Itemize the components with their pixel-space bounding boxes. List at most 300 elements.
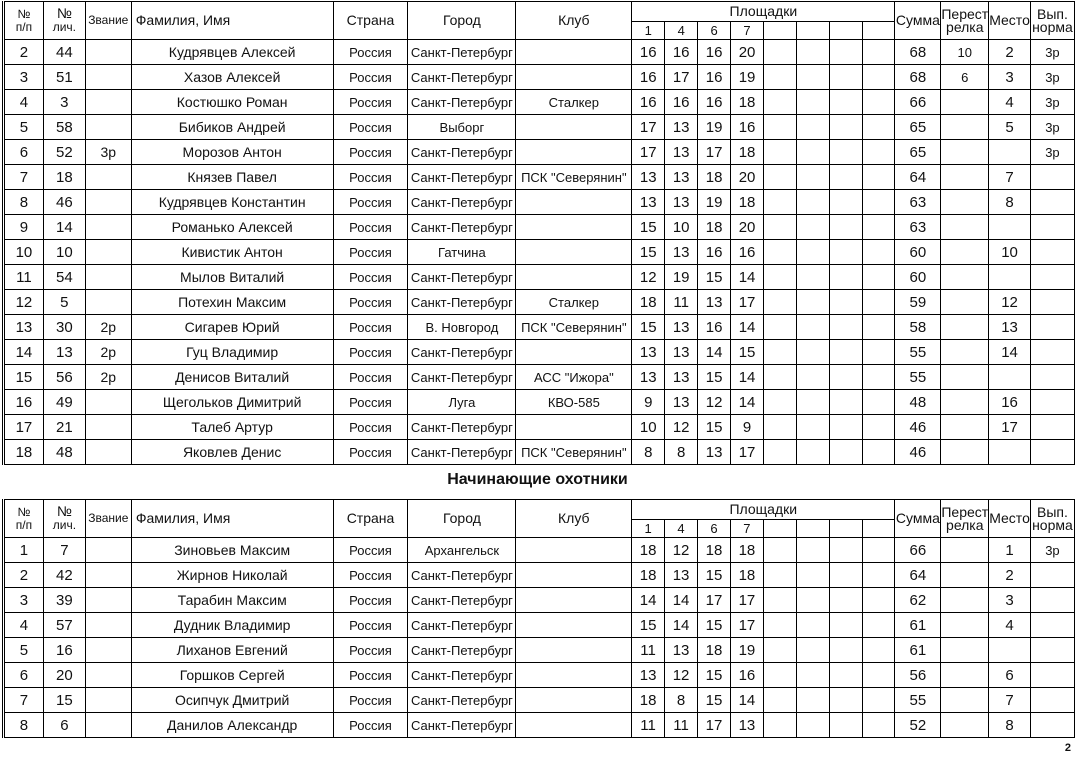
cell-country: Россия	[333, 140, 408, 165]
cell-city: Санкт-Петербург	[408, 215, 516, 240]
cell-perestrelka	[941, 563, 989, 588]
cell-name: Костюшко Роман	[131, 90, 333, 115]
cell-city: Санкт-Петербург	[408, 713, 516, 738]
cell-np: 6	[4, 663, 44, 688]
cell-score	[764, 115, 797, 140]
cell-score: 14	[731, 315, 764, 340]
header-perestrelka: Перест релка	[941, 2, 989, 40]
cell-summa: 65	[895, 140, 941, 165]
cell-score: 18	[632, 538, 665, 563]
cell-perestrelka	[941, 340, 989, 365]
cell-score	[796, 713, 829, 738]
cell-score: 19	[731, 65, 764, 90]
cell-score: 13	[698, 290, 731, 315]
cell-score	[796, 240, 829, 265]
table-row	[4, 290, 1075, 315]
table-row	[4, 613, 1075, 638]
cell-city: Архангельск	[408, 538, 516, 563]
cell-perestrelka	[941, 190, 989, 215]
cell-norma: 3р	[1030, 40, 1074, 65]
cell-summa: 60	[895, 240, 941, 265]
cell-score: 15	[632, 613, 665, 638]
cell-score: 14	[665, 613, 698, 638]
cell-score	[829, 563, 862, 588]
cell-name: Горшков Сергей	[131, 663, 333, 688]
cell-score	[829, 215, 862, 240]
cell-score: 18	[698, 165, 731, 190]
cell-score: 20	[731, 165, 764, 190]
cell-zvanie: 3р	[85, 140, 131, 165]
table-row	[4, 40, 1075, 65]
cell-summa: 58	[895, 315, 941, 340]
cell-name: Яковлев Денис	[131, 440, 333, 465]
cell-score: 18	[730, 563, 763, 588]
cell-mesto	[989, 365, 1031, 390]
cell-score	[862, 290, 895, 315]
cell-club: Сталкер	[516, 290, 632, 315]
header-pl-col: 1	[632, 22, 665, 40]
cell-perestrelka	[941, 165, 989, 190]
cell-score	[829, 663, 862, 688]
cell-score: 15	[731, 340, 764, 365]
cell-norma	[1030, 340, 1074, 365]
cell-city: Санкт-Петербург	[408, 663, 516, 688]
header-lich: № лич.	[43, 2, 85, 40]
cell-club	[516, 613, 632, 638]
cell-score: 17	[632, 140, 665, 165]
cell-score	[829, 688, 862, 713]
cell-summa: 68	[895, 40, 941, 65]
cell-summa: 56	[895, 663, 941, 688]
cell-name: Хазов Алексей	[131, 65, 333, 90]
table-row	[4, 415, 1075, 440]
header-zvanie: Звание	[85, 500, 131, 538]
cell-club: ПСК "Северянин"	[516, 315, 632, 340]
cell-score	[829, 65, 862, 90]
cell-lich: 57	[43, 613, 85, 638]
header-zvanie: Звание	[85, 2, 131, 40]
cell-score: 14	[731, 265, 764, 290]
cell-country: Россия	[333, 713, 408, 738]
cell-lich: 21	[43, 415, 85, 440]
cell-name: Жирнов Николай	[131, 563, 333, 588]
cell-mesto: 8	[989, 713, 1031, 738]
cell-score: 18	[731, 90, 764, 115]
cell-score: 13	[665, 340, 698, 365]
cell-score: 13	[665, 165, 698, 190]
cell-country: Россия	[333, 190, 408, 215]
cell-summa: 66	[895, 90, 941, 115]
cell-country: Россия	[333, 315, 408, 340]
cell-score	[862, 588, 895, 613]
cell-summa: 48	[895, 390, 941, 415]
cell-club	[516, 115, 632, 140]
cell-score	[862, 240, 895, 265]
table-row	[4, 65, 1075, 90]
cell-score: 17	[698, 140, 731, 165]
cell-club	[516, 190, 632, 215]
cell-club: Сталкер	[516, 90, 632, 115]
cell-summa: 61	[895, 613, 941, 638]
cell-score	[829, 40, 862, 65]
cell-score	[796, 290, 829, 315]
cell-score	[796, 638, 829, 663]
cell-score: 13	[730, 713, 763, 738]
cell-name: Кудрявцев Константин	[131, 190, 333, 215]
header-pl-col	[796, 520, 829, 538]
cell-summa: 52	[895, 713, 941, 738]
cell-score	[862, 115, 895, 140]
cell-score	[829, 538, 862, 563]
cell-score	[829, 713, 862, 738]
cell-score: 13	[632, 165, 665, 190]
cell-score: 16	[632, 65, 665, 90]
cell-name: Морозов Антон	[131, 140, 333, 165]
table-row	[4, 440, 1075, 465]
cell-club	[516, 215, 632, 240]
cell-score: 19	[698, 115, 731, 140]
cell-lich: 46	[43, 190, 85, 215]
cell-score: 16	[698, 65, 731, 90]
cell-club	[516, 713, 632, 738]
cell-lich: 39	[43, 588, 85, 613]
table-row	[4, 90, 1075, 115]
cell-score	[764, 265, 797, 290]
cell-summa: 46	[895, 440, 941, 465]
cell-city: Санкт-Петербург	[408, 638, 516, 663]
cell-zvanie: 2р	[85, 315, 131, 340]
cell-city: Санкт-Петербург	[408, 415, 516, 440]
cell-np: 6	[4, 140, 44, 165]
cell-name: Романько Алексей	[131, 215, 333, 240]
cell-np: 14	[4, 340, 44, 365]
cell-score	[796, 90, 829, 115]
cell-score: 17	[730, 613, 763, 638]
cell-np: 3	[4, 588, 44, 613]
cell-score: 10	[632, 415, 665, 440]
cell-score: 19	[665, 265, 698, 290]
cell-zvanie	[85, 65, 131, 90]
cell-score: 16	[698, 90, 731, 115]
cell-city: Санкт-Петербург	[408, 190, 516, 215]
cell-country: Россия	[333, 115, 408, 140]
cell-score: 13	[665, 240, 698, 265]
cell-score: 16	[632, 90, 665, 115]
cell-lich: 56	[43, 365, 85, 390]
cell-summa: 62	[895, 588, 941, 613]
cell-score	[862, 215, 895, 240]
cell-score: 13	[698, 440, 731, 465]
cell-norma: 3р	[1030, 140, 1074, 165]
cell-lich: 6	[43, 713, 85, 738]
cell-score: 19	[730, 638, 763, 663]
cell-summa: 63	[895, 215, 941, 240]
cell-mesto: 7	[989, 688, 1031, 713]
cell-score	[764, 215, 797, 240]
table-row	[4, 688, 1075, 713]
cell-norma	[1030, 663, 1074, 688]
cell-lich: 15	[43, 688, 85, 713]
cell-norma: 3р	[1030, 115, 1074, 140]
cell-score	[764, 165, 797, 190]
cell-score: 10	[665, 215, 698, 240]
cell-club	[516, 40, 632, 65]
cell-lich: 52	[43, 140, 85, 165]
cell-lich: 30	[43, 315, 85, 340]
cell-score	[764, 40, 797, 65]
cell-score: 13	[665, 190, 698, 215]
cell-score: 13	[665, 140, 698, 165]
table-row	[4, 265, 1075, 290]
cell-score: 15	[632, 240, 665, 265]
cell-score: 17	[665, 65, 698, 90]
cell-mesto: 6	[989, 663, 1031, 688]
cell-perestrelka	[941, 265, 989, 290]
cell-country: Россия	[333, 538, 408, 563]
cell-country: Россия	[333, 415, 408, 440]
cell-score: 12	[665, 415, 698, 440]
cell-score	[796, 440, 829, 465]
cell-norma	[1030, 390, 1074, 415]
cell-zvanie	[85, 588, 131, 613]
header-lich: № лич.	[43, 500, 85, 538]
cell-score	[764, 240, 797, 265]
cell-mesto: 10	[989, 240, 1031, 265]
cell-country: Россия	[333, 90, 408, 115]
cell-mesto	[989, 638, 1031, 663]
cell-score: 18	[730, 538, 763, 563]
cell-np: 7	[4, 165, 44, 190]
cell-norma	[1030, 165, 1074, 190]
cell-club	[516, 240, 632, 265]
cell-score: 11	[632, 638, 665, 663]
cell-norma	[1030, 215, 1074, 240]
cell-perestrelka	[941, 290, 989, 315]
cell-score	[764, 290, 797, 315]
cell-lich: 42	[43, 563, 85, 588]
cell-score	[796, 140, 829, 165]
cell-mesto: 17	[989, 415, 1031, 440]
cell-score	[862, 165, 895, 190]
cell-score: 13	[665, 315, 698, 340]
cell-score	[829, 440, 862, 465]
cell-np: 5	[4, 638, 44, 663]
cell-norma	[1030, 365, 1074, 390]
cell-score: 12	[665, 663, 698, 688]
cell-score: 13	[665, 563, 698, 588]
table-row	[4, 563, 1075, 588]
header-ploshchadki: Площадки	[632, 2, 895, 22]
cell-city: Санкт-Петербург	[408, 65, 516, 90]
cell-score: 20	[731, 215, 764, 240]
cell-mesto: 3	[989, 588, 1031, 613]
cell-score: 14	[731, 390, 764, 415]
cell-city: Луга	[408, 390, 516, 415]
table-body	[4, 40, 1075, 465]
cell-score: 13	[632, 190, 665, 215]
cell-score: 18	[632, 290, 665, 315]
cell-club	[516, 588, 632, 613]
cell-np: 9	[4, 215, 44, 240]
table-row	[4, 165, 1075, 190]
cell-score	[829, 240, 862, 265]
cell-club	[516, 415, 632, 440]
cell-summa: 60	[895, 265, 941, 290]
cell-zvanie	[85, 538, 131, 563]
cell-city: Гатчина	[408, 240, 516, 265]
cell-club	[516, 638, 632, 663]
cell-score	[796, 190, 829, 215]
cell-lich: 13	[43, 340, 85, 365]
cell-mesto	[989, 140, 1031, 165]
cell-country: Россия	[333, 588, 408, 613]
header-np: № п/п	[4, 2, 44, 40]
cell-score: 18	[632, 688, 665, 713]
cell-score: 15	[698, 415, 731, 440]
cell-perestrelka: 10	[941, 40, 989, 65]
cell-perestrelka: 6	[941, 65, 989, 90]
header-pl-col: 4	[665, 22, 698, 40]
cell-city: Санкт-Петербург	[408, 165, 516, 190]
cell-city: Санкт-Петербург	[408, 588, 516, 613]
cell-score: 17	[698, 588, 731, 613]
cell-score	[862, 65, 895, 90]
cell-score	[796, 415, 829, 440]
cell-perestrelka	[941, 240, 989, 265]
cell-norma: 3р	[1030, 538, 1074, 563]
cell-norma	[1030, 290, 1074, 315]
cell-lich: 20	[43, 663, 85, 688]
cell-country: Россия	[333, 663, 408, 688]
cell-score	[796, 688, 829, 713]
cell-score	[763, 663, 796, 688]
cell-np: 18	[4, 440, 44, 465]
cell-score: 9	[731, 415, 764, 440]
cell-score: 15	[698, 265, 731, 290]
cell-country: Россия	[333, 638, 408, 663]
cell-score	[862, 688, 895, 713]
cell-club	[516, 688, 632, 713]
cell-name: Талеб Артур	[131, 415, 333, 440]
cell-zvanie	[85, 638, 131, 663]
cell-np: 4	[4, 90, 44, 115]
table-row	[4, 713, 1075, 738]
cell-score	[796, 588, 829, 613]
cell-score: 17	[731, 440, 764, 465]
cell-score: 15	[698, 563, 731, 588]
cell-score: 15	[698, 688, 731, 713]
page-number: 2	[1064, 742, 1071, 754]
cell-score	[862, 390, 895, 415]
cell-club	[516, 265, 632, 290]
cell-lich: 18	[43, 165, 85, 190]
cell-score: 18	[698, 538, 731, 563]
cell-city: Санкт-Петербург	[408, 365, 516, 390]
cell-score: 15	[632, 215, 665, 240]
cell-norma	[1030, 563, 1074, 588]
cell-club: КВО-585	[516, 390, 632, 415]
cell-score	[862, 315, 895, 340]
cell-score	[829, 365, 862, 390]
cell-score: 18	[698, 215, 731, 240]
cell-score	[796, 265, 829, 290]
cell-city: Санкт-Петербург	[408, 140, 516, 165]
cell-score	[796, 165, 829, 190]
cell-summa: 64	[895, 563, 941, 588]
cell-score	[829, 290, 862, 315]
cell-country: Россия	[333, 440, 408, 465]
table-row	[4, 538, 1075, 563]
cell-score: 16	[665, 40, 698, 65]
cell-score: 14	[632, 588, 665, 613]
cell-score	[796, 65, 829, 90]
cell-score: 13	[632, 340, 665, 365]
cell-score	[862, 140, 895, 165]
cell-score	[763, 713, 796, 738]
header-pl-col: 1	[632, 520, 665, 538]
cell-mesto	[989, 215, 1031, 240]
cell-country: Россия	[333, 563, 408, 588]
cell-np: 5	[4, 115, 44, 140]
table-row	[4, 588, 1075, 613]
cell-name: Зиновьев Максим	[131, 538, 333, 563]
cell-score	[829, 588, 862, 613]
cell-score: 9	[632, 390, 665, 415]
cell-score: 8	[665, 688, 698, 713]
cell-zvanie	[85, 40, 131, 65]
cell-mesto: 14	[989, 340, 1031, 365]
cell-score	[862, 265, 895, 290]
cell-club	[516, 340, 632, 365]
cell-norma	[1030, 415, 1074, 440]
cell-name: Данилов Александр	[131, 713, 333, 738]
table-row	[4, 315, 1075, 340]
cell-score	[862, 713, 895, 738]
cell-score: 8	[632, 440, 665, 465]
cell-lich: 5	[43, 290, 85, 315]
cell-zvanie	[85, 240, 131, 265]
cell-score: 18	[698, 638, 731, 663]
cell-score: 14	[665, 588, 698, 613]
cell-norma	[1030, 190, 1074, 215]
cell-name: Тарабин Максим	[131, 588, 333, 613]
table-row	[4, 638, 1075, 663]
cell-zvanie	[85, 563, 131, 588]
cell-score	[764, 315, 797, 340]
cell-score	[763, 688, 796, 713]
cell-lich: 48	[43, 440, 85, 465]
cell-city: Выборг	[408, 115, 516, 140]
cell-mesto: 12	[989, 290, 1031, 315]
header-mesto: Место	[989, 2, 1031, 40]
header-summa: Сумма	[895, 2, 941, 40]
cell-name: Князев Павел	[131, 165, 333, 190]
cell-np: 4	[4, 613, 44, 638]
cell-country: Россия	[333, 65, 408, 90]
cell-score: 17	[632, 115, 665, 140]
header-pl-col: 4	[665, 520, 698, 538]
cell-score: 18	[731, 140, 764, 165]
cell-zvanie	[85, 613, 131, 638]
cell-name: Лиханов Евгений	[131, 638, 333, 663]
cell-name: Осипчук Дмитрий	[131, 688, 333, 713]
header-norma: Вып. норма	[1030, 500, 1074, 538]
header-pl-col	[829, 520, 862, 538]
cell-score	[764, 90, 797, 115]
cell-zvanie	[85, 415, 131, 440]
cell-norma	[1030, 688, 1074, 713]
cell-score	[829, 415, 862, 440]
